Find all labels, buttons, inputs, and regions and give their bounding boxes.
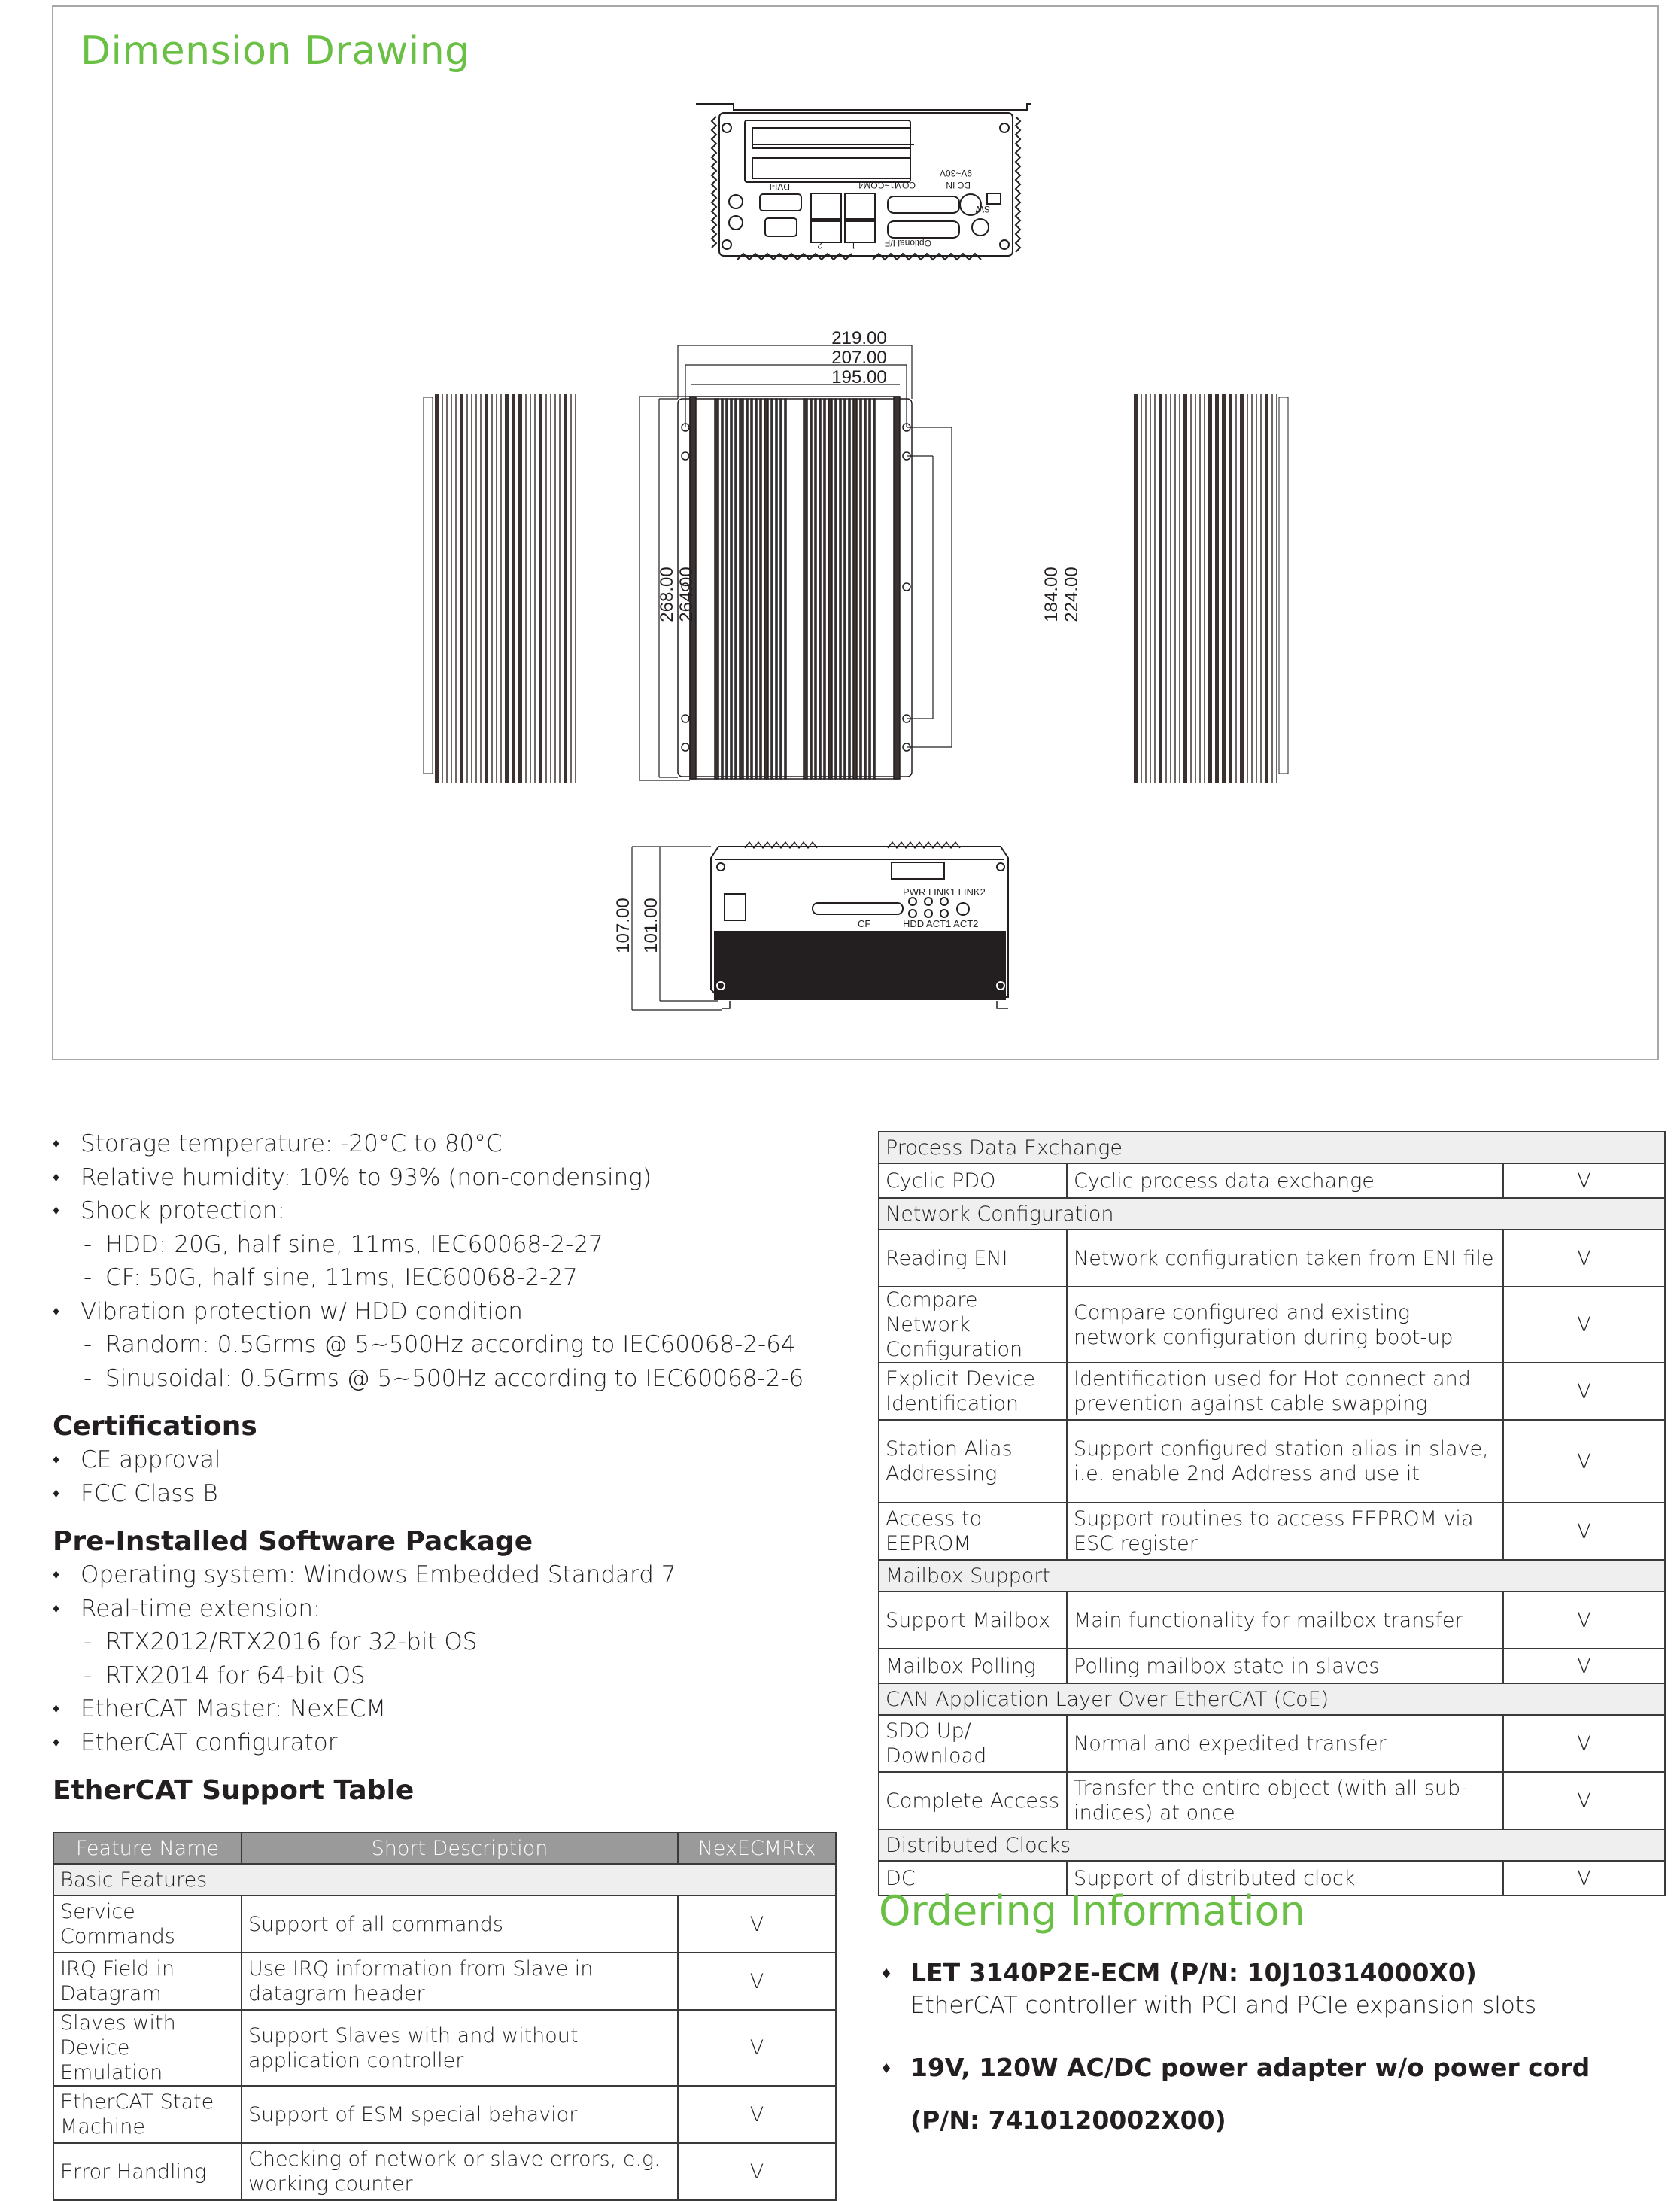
top-view (678, 397, 912, 779)
heatsink-fin (1199, 394, 1201, 783)
table-row (53, 1895, 836, 1953)
column-header-feature: Feature Name (53, 1832, 242, 1864)
mounting-bracket (424, 397, 433, 774)
table-row (879, 1363, 1665, 1420)
feature-cell: Station Alias Addressing (879, 1420, 1067, 1503)
support-mark-cell: V (678, 2086, 836, 2143)
heatsink-fin (505, 394, 509, 783)
heatsink-fin (570, 394, 572, 783)
width-195-label: 195.00 (831, 367, 887, 388)
heatsink-fin (496, 394, 497, 783)
heatsink-fin (491, 394, 493, 783)
mounting-bracket (1279, 397, 1288, 774)
heatsink-fin (446, 394, 448, 783)
heatsink-fin (740, 399, 743, 779)
heatsink-fin (460, 394, 463, 783)
heatsink-fin (780, 399, 782, 779)
height-101-label: 101.00 (641, 898, 661, 953)
group-label: Distributed Clocks (879, 1829, 1665, 1861)
feature-cell: Access to EEPROM (879, 1503, 1067, 1560)
description-cell: Main functionality for mailbox transfer (1067, 1591, 1503, 1649)
feature-cell: Service Commands (53, 1895, 242, 1953)
heatsink-fin (1190, 394, 1192, 783)
sub-list-item: - CF: 50G, half sine, 11ms, IEC60068-2-27 (53, 1261, 804, 1295)
support-mark-cell: V (1503, 1772, 1665, 1829)
heatsink-fin (455, 394, 457, 783)
support-mark-cell: V (1503, 1861, 1665, 1895)
height-184-label: 184.00 (1041, 567, 1062, 622)
heatsink-fin (471, 394, 472, 783)
heatsink-fin (771, 399, 773, 779)
heatsink-fin (853, 399, 857, 779)
heatsink-fin (824, 399, 825, 779)
heatsink-fin (1256, 394, 1257, 783)
height-107-label: 107.00 (613, 898, 633, 953)
heatsink-fin (1183, 394, 1187, 783)
sub-list-item: - Sinusoidal: 0.5Grms @ 5~500Hz according to IEC60068-2-6 (53, 1362, 804, 1396)
feature-cell: Mailbox Polling (879, 1649, 1067, 1683)
feature-cell: EtherCAT State Machine (53, 2086, 242, 2143)
heatsink-fin (760, 399, 761, 779)
support-mark-cell: V (678, 1895, 836, 1953)
table-group-row (879, 1829, 1665, 1861)
ethercat-support-table-left (53, 1832, 837, 2201)
heatsink-fin (804, 399, 807, 779)
heatsink-fin (835, 399, 837, 779)
heatsink-fin (1271, 394, 1273, 783)
heatsink-fin (500, 394, 502, 783)
table-row (53, 2143, 836, 2200)
heatsink-fin (776, 399, 777, 779)
sub-list-item: - Random: 0.5Grms @ 5~500Hz according to IEC60068-2-64 (53, 1328, 804, 1362)
description-cell: Compare configured and existing network configuration during boot-up (1067, 1287, 1503, 1363)
feature-cell: Complete Access (879, 1772, 1067, 1829)
heatsink-fin (545, 394, 547, 783)
heatsink-fin (525, 394, 527, 783)
table-group-row (879, 1683, 1665, 1715)
description-cell: Support routines to access EEPROM via ESC register (1067, 1503, 1503, 1560)
heatsink-fin (539, 394, 542, 783)
table-header-row (53, 1832, 836, 1864)
heatsink-fin (435, 394, 439, 783)
support-mark-cell: V (1503, 1230, 1665, 1287)
order-item-desc: (P/N: 7410120002X00) (910, 2105, 1226, 2135)
heatsink-fin (722, 399, 723, 779)
heatsink-fin (534, 394, 536, 783)
description-cell: Support of distributed clock (1067, 1861, 1503, 1895)
table-row (879, 1420, 1665, 1503)
description-cell: Support of ESM special behavior (242, 2086, 678, 2143)
heatsink-fin (873, 399, 875, 779)
table-row (879, 1649, 1665, 1683)
group-label: Mailbox Support (879, 1560, 1665, 1591)
optional-if-label: Optional I/F (884, 238, 931, 248)
heatsink-fin (751, 399, 752, 779)
description-cell: Support Slaves with and without application controller (242, 2010, 678, 2086)
support-mark-cell: V (1503, 1503, 1665, 1560)
heatsink-fin (1276, 394, 1277, 783)
heatsink-fin (530, 394, 531, 783)
heatsink-fin (564, 394, 567, 783)
feature-cell: Compare Network Configuration (879, 1287, 1067, 1363)
heatsink-fin (1240, 394, 1244, 783)
ethercat-support-table-right (878, 1131, 1666, 1896)
led-top-labels: PWR LINK1 LINK2 (903, 886, 986, 898)
width-219-label: 219.00 (831, 328, 887, 348)
heatsink-fin (1179, 394, 1180, 783)
description-cell: Checking of network or slave errors, e.g. working counter (242, 2143, 678, 2200)
order-item-title: ♦ LET 3140P2E-ECM (P/N: 10J10314000X0) (880, 1956, 1590, 1990)
sub-list-item: - HDD: 20G, half sine, 11ms, IEC60068-2-27 (53, 1228, 804, 1262)
heatsink-fin (731, 399, 732, 779)
certifications-heading: Certifications (53, 1411, 257, 1442)
list-item: ♦ EtherCAT Master: NexECM (53, 1692, 804, 1726)
description-cell: Transfer the entire object (with all sub-indices) at once (1067, 1772, 1503, 1829)
dimension-drawing-title: Dimension Drawing (81, 29, 470, 74)
heatsink-fin (550, 394, 551, 783)
support-mark-cell: V (1503, 1363, 1665, 1420)
description-cell: Support of all commands (242, 1895, 678, 1953)
heatsink-fin (810, 399, 812, 779)
description-cell: Support configured station alias in slave, i.e. enable 2nd Address and use it (1067, 1420, 1503, 1503)
table-group-row (879, 1198, 1665, 1230)
heatsink-fin (1159, 394, 1162, 783)
table-row (53, 2086, 836, 2143)
heatsink-fin (512, 394, 515, 783)
heatsink-fin (554, 394, 556, 783)
heatsink-fin (815, 399, 816, 779)
heatsink-fin (485, 394, 488, 783)
heatsink-fin (1204, 394, 1205, 783)
list-item: ♦ Relative humidity: 10% to 93% (non-condensing) (53, 1161, 804, 1195)
heatsink-fin (1229, 394, 1232, 783)
feature-cell: Support Mailbox (879, 1591, 1067, 1649)
support-mark-cell: V (678, 1953, 836, 2010)
rear-panel-labels (770, 168, 990, 251)
heatsink-fin (1145, 394, 1147, 783)
heatsink-fin (466, 394, 468, 783)
heatsink-fin (819, 399, 821, 779)
support-mark-cell: V (678, 2010, 836, 2086)
heatsink-fin (715, 399, 718, 779)
heatsink-fin (480, 394, 482, 783)
height-224-label: 224.00 (1062, 567, 1082, 622)
right-side-view (1134, 394, 1288, 783)
table-group-row (879, 1132, 1665, 1163)
list-item: ♦ EtherCAT configurator (53, 1726, 804, 1760)
support-table-heading: EtherCAT Support Table (53, 1775, 415, 1806)
heatsink-fin (1247, 394, 1248, 783)
feature-cell: Reading ENI (879, 1230, 1067, 1287)
dvi-label: DVI-I (769, 181, 790, 192)
left-side-view (424, 394, 576, 783)
list-item: ♦ Real-time extension: (53, 1592, 804, 1626)
width-207-label: 207.00 (831, 348, 887, 368)
heatsink-fin (1174, 394, 1176, 783)
description-cell: Use IRQ information from Slave in datagram header (242, 1953, 678, 2010)
order-item-title: ♦ 19V, 120W AC/DC power adapter w/o power cord (880, 2051, 1590, 2084)
feature-cell: Cyclic PDO (879, 1163, 1067, 1198)
table-row (53, 1953, 836, 2010)
heatsink-fin (1154, 394, 1156, 783)
heatsink-fin (746, 399, 748, 779)
table-row (879, 1591, 1665, 1649)
table-row (879, 1230, 1665, 1287)
environment-list (53, 1127, 804, 1395)
heatsink-fin (1134, 394, 1138, 783)
heatsink-fin (451, 394, 452, 783)
heatsink-fin (518, 394, 522, 783)
heatsink-fin (1235, 394, 1237, 783)
heatsink-fin (1208, 394, 1212, 783)
heatsink-fin (785, 399, 786, 779)
support-mark-cell: V (678, 2143, 836, 2200)
voltage-label: 9V~30V (939, 168, 972, 178)
group-label: CAN Application Layer Over EtherCAT (CoE) (879, 1683, 1665, 1715)
heatsink-fin (764, 399, 768, 779)
heatsink-fin (755, 399, 757, 779)
table-row (879, 1772, 1665, 1829)
description-cell: Network configuration taken from ENI file (1067, 1230, 1503, 1287)
environment-specs (53, 1127, 804, 1807)
heatsink-fin (1215, 394, 1219, 783)
support-mark-cell: V (1503, 1287, 1665, 1363)
heatsink-fin (864, 399, 866, 779)
heatsink-fin (475, 394, 477, 783)
description-cell: Cyclic process data exchange (1067, 1163, 1503, 1198)
lan1-label: 1 (851, 240, 856, 251)
heatsink-fin (1251, 394, 1253, 783)
list-item: ♦ Vibration protection w/ HDD condition (53, 1295, 804, 1329)
dimension-drawing-svg (0, 0, 1680, 1069)
support-mark-cell: V (1503, 1591, 1665, 1649)
sub-list-item: - RTX2012/RTX2016 for 32-bit OS (53, 1625, 804, 1659)
heatsink-fin (849, 399, 850, 779)
column-header-description: Short Description (242, 1832, 678, 1864)
led-bottom-labels: HDD ACT1 ACT2 (903, 918, 979, 929)
table-row (879, 1287, 1665, 1363)
feature-cell: IRQ Field in Datagram (53, 1953, 242, 2010)
software-heading: Pre-Installed Software Package (53, 1526, 533, 1557)
description-cell: Normal and expedited transfer (1067, 1715, 1503, 1772)
table-row (53, 2010, 836, 2086)
heatsink-fin (559, 394, 561, 783)
heatsink-fin (869, 399, 870, 779)
heatsink-fin (1170, 394, 1171, 783)
list-item: ♦ Shock protection: (53, 1194, 804, 1228)
heatsink-fin (1195, 394, 1196, 783)
ordering-list (880, 1956, 1590, 2137)
feature-cell: Error Handling (53, 2143, 242, 2200)
heatsink-fin (1222, 394, 1226, 783)
order-item-desc: EtherCAT controller with PCI and PCIe expansion slots (910, 1992, 1537, 2019)
feature-cell: Explicit Device Identification (879, 1363, 1067, 1420)
table-row (879, 1163, 1665, 1198)
height-268-label: 268.00 (657, 567, 677, 622)
description-cell: Polling mailbox state in slaves (1067, 1649, 1503, 1683)
table-row (879, 1715, 1665, 1772)
table-group-row (53, 1864, 836, 1895)
heatsink-fin (575, 394, 576, 783)
heatsink-fin (1265, 394, 1268, 783)
heatsink-fin (1260, 394, 1262, 783)
heatsink-fin (1150, 394, 1151, 783)
heatsink-fin (735, 399, 737, 779)
feature-cell: SDO Up/ Download (879, 1715, 1067, 1772)
feature-cell: DC (879, 1861, 1067, 1895)
lan2-label: 2 (817, 240, 822, 251)
support-mark-cell: V (1503, 1715, 1665, 1772)
group-label: Basic Features (53, 1864, 836, 1895)
feature-cell: Slaves with Device Emulation (53, 2010, 242, 2086)
heatsink-fin (1165, 394, 1167, 783)
support-mark-cell: V (1503, 1163, 1665, 1198)
height-264-label: 264.00 (676, 567, 697, 622)
heatsink-fin (828, 399, 832, 779)
ordering-heading: Ordering Information (879, 1887, 1305, 1935)
dcin-label: DC IN (946, 180, 971, 190)
support-mark-cell: V (1503, 1649, 1665, 1683)
software-list (53, 1558, 804, 1759)
column-header-nexecmrtx: NexECMRtx (678, 1832, 836, 1864)
list-item: ♦ Operating system: Windows Embedded Standard 7 (53, 1558, 804, 1592)
heatsink-fin (1141, 394, 1142, 783)
group-label: Process Data Exchange (879, 1132, 1665, 1163)
description-cell: Identification used for Hot connect and prevention against cable swapping (1067, 1363, 1503, 1420)
cf-label: CF (858, 918, 871, 929)
table-group-row (879, 1560, 1665, 1591)
group-label: Network Configuration (879, 1198, 1665, 1230)
heatsink-fin (844, 399, 846, 779)
com-label: COM1~COM4 (858, 180, 916, 190)
table-row (879, 1503, 1665, 1560)
cert-item: ♦ CE approval (53, 1443, 804, 1477)
list-item: ♦ Storage temperature: -20°C to 80°C (53, 1127, 804, 1161)
heatsink-fin (442, 394, 443, 783)
cert-item: ♦ FCC Class B (53, 1477, 804, 1511)
support-mark-cell: V (1503, 1420, 1665, 1503)
heatsink-fin (860, 399, 861, 779)
heatsink-fin (840, 399, 841, 779)
heatsink-fin (726, 399, 728, 779)
sub-list-item: - RTX2014 for 64-bit OS (53, 1659, 804, 1693)
sw-label: SW (975, 204, 990, 214)
